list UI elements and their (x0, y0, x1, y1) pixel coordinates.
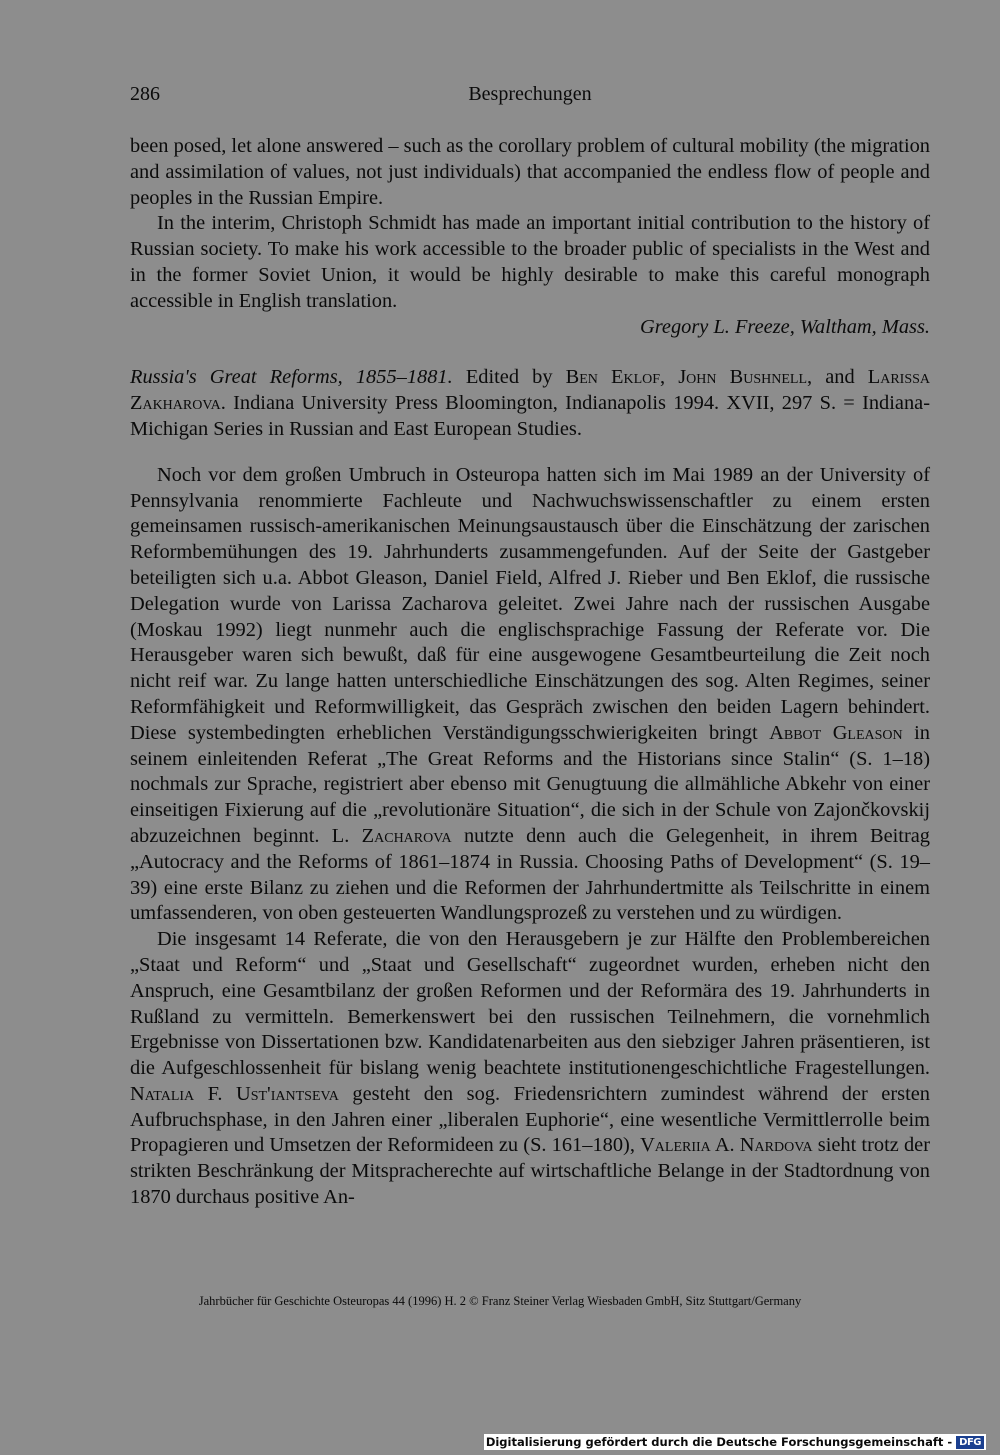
page-number: 286 (130, 83, 160, 105)
review-text: Die insgesamt 14 Referate, die von den Herausgebern je zur Hälfte den Problembereichen „Staat und Reform“ und „Staat und Gesellschaft“ zugeordnet wurden, erheben nicht den Anspruch, eine Gesamtbilanz der großen Reformen und der Reformära des 19. Jahrhunderts in Rußland zu vermitteln. Bemerkenswert bei den russischen Teilnehmern, die vornehmlich Ergebnisse von Dissertationen bzw. Kandidatenarbeiten aus den siebziger Jahren präsentieren, ist die Aufgeschlossenheit für bislang wenig beachtete institutionengeschichtliche Fragestellungen. (130, 928, 930, 1080)
book-title: Russia's Great Reforms, 1855–1881. (130, 366, 453, 389)
edited-by-text: Edited by (452, 366, 566, 389)
review-text: gesteht den sog. Friedensrichtern zumindest während der ersten Aufbruchsphase, in den Jahren einer „liberalen Euphorie“, eine wesentliche Vermittlerrolle beim Propagieren und Umsetzen der Reformideen zu (S. 161–180), (130, 1082, 930, 1157)
body-text (130, 134, 930, 1211)
digitization-notice-text: Digitalisierung gefördert durch die Deutsche Forschungsgemeinschaft - (485, 1435, 953, 1449)
publication-details: . Indiana University Press Bloomington, Indianapolis 1994. XVII, 297 S. = Indiana-Michigan Series in Russian and East European Studies. (130, 392, 930, 440)
review-text: nutzte denn auch die Gelegenheit, in ihrem Beitrag „Autocracy and the Reforms of 1861–1874 in Russia. Choosing Paths of Development“ (S. 19–39) eine erste Bilanz zu ziehen und die Reformen der Jahrhundertmitte als Teilschritte in einem umfassenderen, von oben gesteuerten Wandlungsprozeß zu verstehen und zu würdigen. (130, 824, 930, 925)
previous-review-paragraph-1: been posed, let alone answered – such as the corollary problem of cultural mobility (the migration and assimilation of values, not just individuals) that accompanied the endless flow of people and peoples in the Russian Empire. (130, 135, 930, 209)
digitization-notice (484, 1434, 986, 1450)
editor-name: John Bushnell (678, 366, 807, 389)
previous-review-paragraph-2: In the interim, Christoph Schmidt has made an important initial contribution to the history of Russian society. To make his work accessible to the broader public of specialists in the West and in the former Soviet Union, it would be highly desirable to make this careful monograph accessible in English translation. (130, 212, 930, 312)
review-paragraph-2 (130, 927, 930, 1211)
running-head: Besprechungen (468, 83, 592, 105)
author-name: Natalia F. Ust'iantseva (130, 1082, 339, 1105)
review-text: sieht trotz der strikten Beschränkung der Mitspracherechte auf wirtschaftliche Belange in der Stadtordnung von 1870 durchaus positive An- (130, 1134, 930, 1209)
review-paragraph-1 (130, 463, 930, 927)
review-bibliographic-entry (130, 365, 930, 442)
editor-name: Ben Eklof (565, 366, 661, 389)
review-text: Noch vor dem großen Umbruch in Osteuropa hatten sich im Mai 1989 an der University of Pennsylvania renommierte Fachleute und Nachwuchswissenschaftler zu einem ersten gemeinsamen russisch-amerikanischen Meinungsaustausch über die Einschätzung der zarischen Reformbemühungen des 19. Jahrhunderts zusammengefunden. Auf der Seite der Gastgeber beteiligten sich u.a. Abbot Gleason, Daniel Field, Alfred J. Rieber und Ben Eklof, die russische Delegation wurde von Larissa Zacharova geleitet. Zwei Jahre nach der russischen Ausgabe (Moskau 1992) liegt nunmehr auch die englischsprachige Fassung der Referate vor. Die Herausgeber waren sich bewußt, daß für eine ausgewogene Gesamtbeurteilung die Zeit noch nicht reif war. Zu lange hatten unterschiedliche Einschätzungen des sog. Alten Regimes, seiner Reformfähigkeit und Reformwilligkeit, das Gespräch zwischen den beiden Lagern behindert. Diese systembedingten erheblichen Verständigungsschwierigkeiten bringt (130, 463, 930, 744)
reviewer-signature: Gregory L. Freeze, Waltham, Mass. (640, 315, 930, 338)
separator-text: , and (807, 366, 868, 389)
author-name: Zacharova (361, 824, 452, 847)
journal-citation-footer: Jahrbücher für Geschichte Osteuropas 44 (1996) H. 2 © Franz Steiner Verlag Wiesbaden GmbH, Sitz Stuttgart/Germany (198, 1294, 802, 1308)
separator-text: , (660, 366, 679, 389)
author-name: Abbot Gleason (769, 721, 903, 744)
editor-name: Larissa Zakharova (130, 366, 930, 415)
dfg-logo-icon: DFG (956, 1436, 984, 1449)
review-text: in seinem einleitenden Referat „The Great Reforms and the Historians since Stalin“ (S. 1–18) nochmals zur Sprache, registriert aber ebenso mit Genugtuung die allmähliche Abkehr von einer einseitigen Fixierung auf die „revolutionäre Situation“, die sich in der Schule von Zajončkovskij abzuzeichnen beginnt. L. (130, 721, 930, 847)
author-name: Valeriia A. Nardova (640, 1134, 813, 1157)
